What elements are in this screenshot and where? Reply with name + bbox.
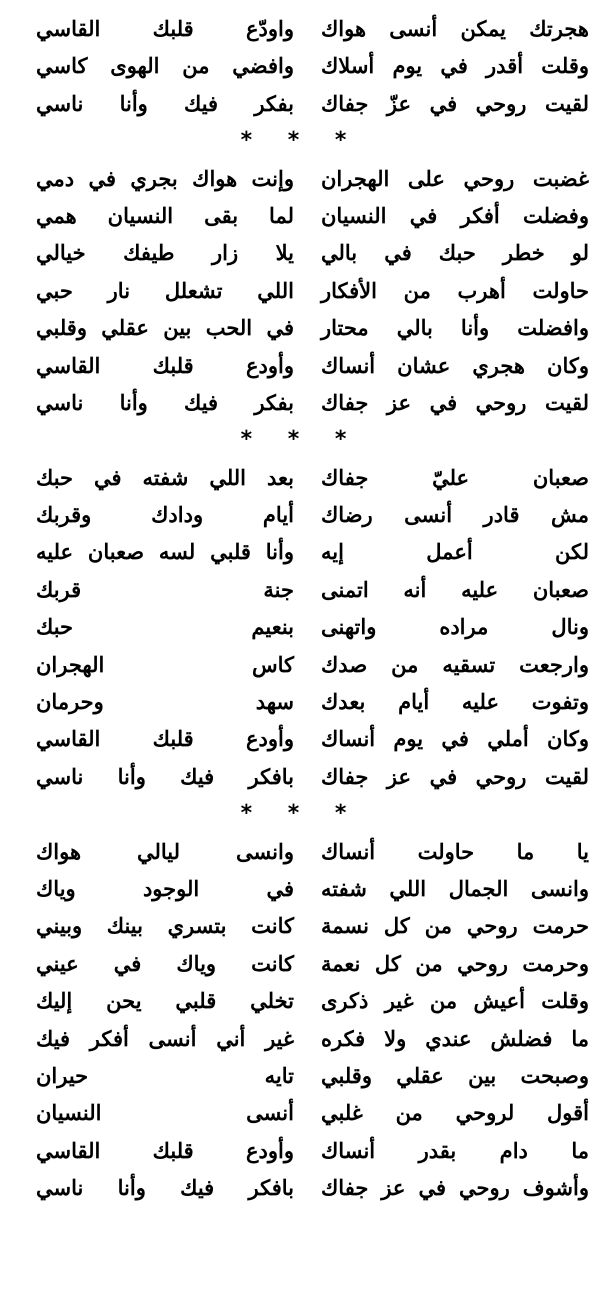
verse-line [0, 907, 601, 944]
verse-line [0, 272, 601, 309]
verse-first-hemistich: ما دام بقدر أنساك [321, 1137, 589, 1163]
verse-second-hemistich: لما بقى النسيان همي [36, 202, 294, 228]
verse-line [0, 47, 601, 84]
verse-line [0, 945, 601, 982]
verse-first-hemistich: وقلت أعيش من غير ذكرى [321, 988, 589, 1014]
verse-first-hemistich: أقول لروحي من غلبي [321, 1100, 589, 1126]
verse-first-hemistich: وانسى الجمال اللي شفته [321, 875, 589, 901]
verse-first-hemistich: وكان هجري عشان أنساك [321, 352, 589, 378]
verse-first-hemistich: وافضلت وأنا بالي محتار [321, 315, 589, 341]
verse-line [0, 533, 601, 570]
verse-first-hemistich: لقيت روحي في عز جفاك [321, 389, 589, 415]
verse-second-hemistich: وافضي من الهوى كاسي [36, 53, 294, 79]
verse-line [0, 384, 601, 421]
verse-second-hemistich: وانسى ليالي هواك [36, 838, 294, 864]
verse-second-hemistich: جنة قربك [36, 576, 294, 602]
verse-line [0, 608, 601, 645]
verse-line [0, 309, 601, 346]
verse-line [0, 160, 601, 197]
verse-line [0, 833, 601, 870]
verse-second-hemistich: يلا زار طيفك خيالي [36, 240, 294, 266]
verse-first-hemistich: وارجعت تسقيه من صدك [321, 651, 589, 677]
verse-first-hemistich: حاولت أهرب من الأفكار [321, 277, 589, 303]
verse-line [0, 720, 601, 757]
verse-first-hemistich: لكن أعمل إيه [321, 539, 589, 565]
verse-line [0, 459, 601, 496]
verse-line [0, 10, 601, 47]
verse-line [0, 982, 601, 1019]
verse-second-hemistich: سهد وحرمان [36, 689, 294, 715]
verse-second-hemistich: تخلي قلبي يحن إليك [36, 988, 294, 1014]
verse-second-hemistich: كانت وياك في عيني [36, 950, 294, 976]
verse-first-hemistich: مش قادر أنسى رضاك [321, 502, 589, 528]
verse-line [0, 1169, 601, 1206]
verse-first-hemistich: صعبان عليّ جفاك [321, 464, 589, 490]
verse-second-hemistich: تايه حيران [36, 1062, 294, 1088]
verse-second-hemistich: بفكر فيك وأنا ناسي [36, 389, 294, 415]
verse-second-hemistich: بفكر فيك وأنا ناسي [36, 90, 294, 116]
verse-first-hemistich: وكان أملي في يوم أنساك [321, 726, 589, 752]
verse-first-hemistich: لقيت روحي في عزّ جفاك [321, 90, 589, 116]
verse-line [0, 1132, 601, 1169]
verse-second-hemistich: كاس الهجران [36, 651, 294, 677]
verse-first-hemistich: حرمت روحي من كل نسمة [321, 913, 589, 939]
verse-line [0, 85, 601, 122]
verse-line [0, 234, 601, 271]
verse-first-hemistich: وقلت أقدر في يوم أسلاك [321, 53, 589, 79]
verse-line [0, 571, 601, 608]
verse-second-hemistich: بعد اللي شفته في حبك [36, 464, 294, 490]
verse-first-hemistich: وصبحت بين عقلي وقلبي [321, 1062, 589, 1088]
stanza-separator: * * * [240, 427, 361, 453]
stanza-separator: * * * [240, 128, 361, 154]
verse-second-hemistich: اللي تشعلل نار حبي [36, 277, 294, 303]
verse-line [0, 1057, 601, 1094]
verse-first-hemistich: ونال مراده واتهنى [321, 614, 589, 640]
verse-line [0, 758, 601, 795]
verse-second-hemistich: غير أني أنسى أفكر فيك [36, 1025, 294, 1051]
verse-line [0, 197, 601, 234]
verse-second-hemistich: بنعيم حبك [36, 614, 294, 640]
verse-first-hemistich: هجرتك يمكن أنسى هواك [321, 16, 589, 41]
verse-line [0, 1020, 601, 1057]
verse-line [0, 496, 601, 533]
verse-second-hemistich: واودّع قلبك القاسي [36, 16, 294, 41]
verse-first-hemistich: غضبت روحي على الهجران [321, 165, 589, 191]
verse-second-hemistich: بافكر فيك وأنا ناسي [36, 763, 294, 789]
verse-first-hemistich: وتفوت عليه أيام بعدك [321, 689, 589, 715]
verse-first-hemistich: يا ما حاولت أنساك [321, 838, 589, 864]
verse-line [0, 347, 601, 384]
poem [0, 10, 601, 1207]
verse-second-hemistich: بافكر فيك وأنا ناسي [36, 1175, 294, 1201]
verse-second-hemistich: في الحب بين عقلي وقلبي [36, 315, 294, 341]
verse-first-hemistich: وأشوف روحي في عز جفاك [321, 1175, 589, 1201]
verse-second-hemistich: وأودع قلبك القاسي [36, 726, 294, 752]
verse-line [0, 646, 601, 683]
verse-second-hemistich: أيام ودادك وقربك [36, 502, 294, 528]
verse-line [0, 683, 601, 720]
verse-second-hemistich: أنسى النسيان [36, 1100, 294, 1126]
verse-first-hemistich: ما فضلش عندي ولا فكره [321, 1025, 589, 1051]
verse-first-hemistich: وفضلت أفكر في النسيان [321, 202, 589, 228]
verse-first-hemistich: لو خطر حبك في بالي [321, 240, 589, 266]
verse-first-hemistich: وحرمت روحي من كل نعمة [321, 950, 589, 976]
verse-second-hemistich: وإنت هواك بجري في دمي [36, 165, 294, 191]
stanza-separator: * * * [240, 801, 361, 827]
verse-second-hemistich: في الوجود وياك [36, 875, 294, 901]
verse-first-hemistich: صعبان عليه أنه اتمنى [321, 576, 589, 602]
verse-line [0, 1094, 601, 1131]
verse-second-hemistich: وأنا قلبي لسه صعبان عليه [36, 539, 294, 565]
verse-second-hemistich: كانت بتسري بينك وبيني [36, 913, 294, 939]
verse-second-hemistich: وأودع قلبك القاسي [36, 1137, 294, 1163]
verse-first-hemistich: لقيت روحي في عز جفاك [321, 763, 589, 789]
verse-line [0, 870, 601, 907]
verse-second-hemistich: وأودع قلبك القاسي [36, 352, 294, 378]
